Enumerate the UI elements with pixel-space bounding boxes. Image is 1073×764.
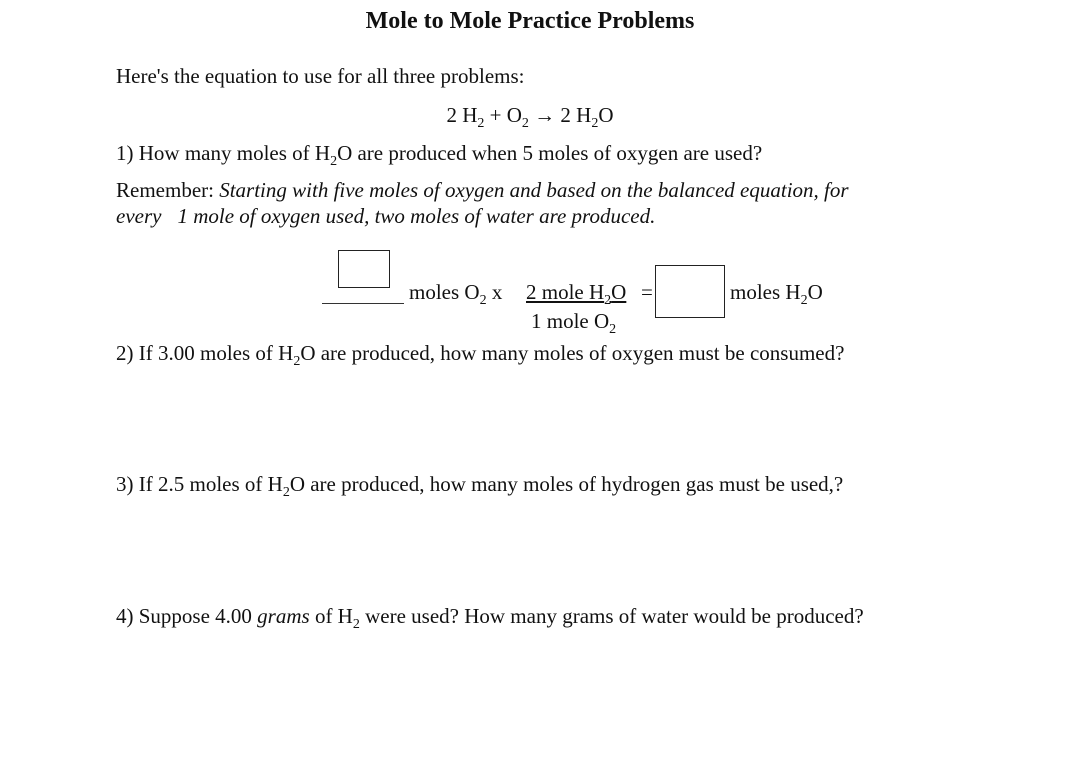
page-title: Mole to Mole Practice Problems	[365, 8, 695, 34]
conversion-denominator: 1 mole $O_2$	[531, 309, 617, 338]
question-3: 3) If 2.5 moles of $H_2O$ are produced, how many moles of hydrogen gas must be used,?	[116, 472, 844, 501]
equals-sign: =	[641, 280, 653, 304]
result-answer-box[interactable]	[655, 265, 725, 318]
given-unit: moles $O_2$ x	[409, 280, 503, 309]
given-answer-box[interactable]	[338, 250, 390, 288]
question-4: 4) Suppose 4.00 grams of $H_2$ were used? How many grams of water would be produced?	[116, 604, 864, 633]
balanced-equation: 2 $H_2 + O_2 \to 2$ $H_2O$	[446, 103, 614, 132]
remember-note: Remember: Starting with five moles of oxygen and based on the balanced equation, for	[116, 178, 849, 202]
given-blank-line	[322, 303, 404, 304]
remember-note-line2: every 1 mole of oxygen used, two moles of water are produced.	[116, 204, 656, 228]
intro-text: Here's the equation to use for all three problems:	[116, 64, 525, 88]
question-2: 2) If 3.00 moles of $H_2O$ are produced, how many moles of oxygen must be consumed?	[116, 341, 845, 370]
conversion-numerator: 2 mole $H_2O$	[526, 280, 627, 309]
question-1: 1) How many moles of $H_2O$ are produced when 5 moles of oxygen are used?	[116, 141, 763, 170]
result-unit: moles $H_2O$	[730, 280, 823, 309]
